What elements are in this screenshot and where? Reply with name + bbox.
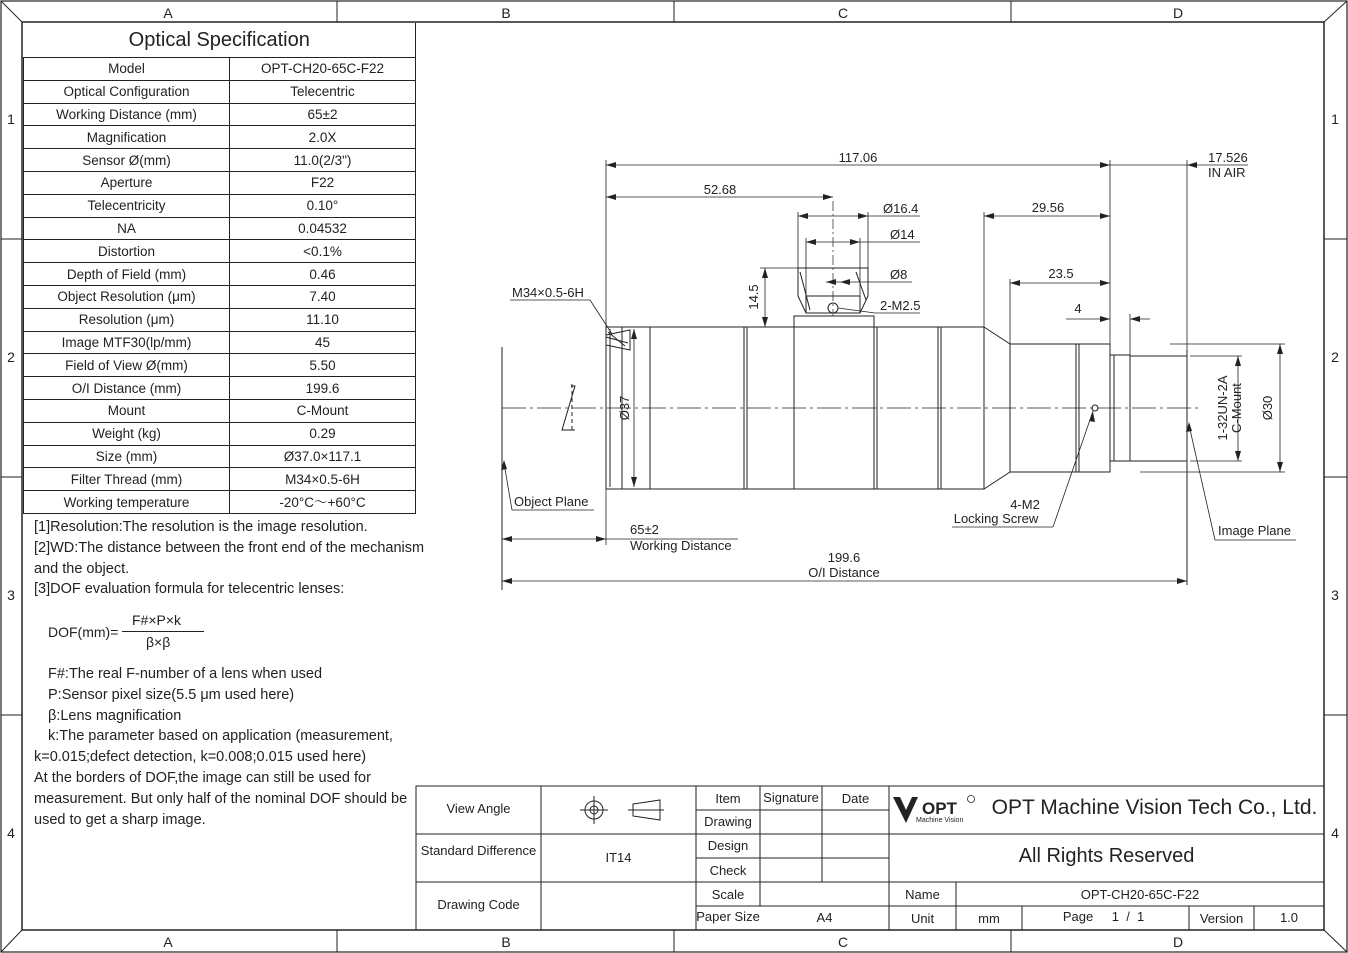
spec-row: [24, 240, 416, 263]
spec-label: Mount: [24, 399, 230, 422]
spec-row: [24, 445, 416, 468]
logo-subtext: Machine Vision: [916, 817, 964, 824]
company-name: OPT Machine Vision Tech Co., Ltd.: [991, 796, 1318, 819]
spec-label: Working Distance (mm): [24, 103, 230, 126]
locking-screw-label: Locking Screw: [953, 511, 1039, 526]
spec-row: [24, 354, 416, 377]
dim-filter-thread: M34×0.5-6H: [512, 285, 584, 300]
note-wd: [2]WD:The distance between the front end of the mechanism and the object.: [34, 539, 425, 577]
zone-col-a-bottom: A: [163, 934, 173, 950]
spec-label: Size (mm): [24, 445, 230, 468]
formula-definitions: [34, 664, 424, 830]
spec-value: Telecentric: [230, 80, 416, 103]
page-value: 1 / 1: [1111, 909, 1145, 924]
def-beta: β:Lens magnification: [48, 707, 182, 724]
dim-wd-value: 65±2: [630, 522, 659, 537]
dim-d14: Ø14: [890, 227, 915, 242]
spec-label: NA: [24, 217, 230, 240]
spec-label: Object Resolution (μm): [24, 285, 230, 308]
spec-label: Weight (kg): [24, 422, 230, 445]
spec-row: [24, 377, 416, 400]
spec-value: Ø37.0×117.1: [230, 445, 416, 468]
logo-text: OPT: [922, 799, 957, 818]
zone-row-1-left: 1: [7, 111, 15, 127]
spec-label: Filter Thread (mm): [24, 468, 230, 491]
zone-row-2-left: 2: [7, 349, 15, 365]
spec-label: Aperture: [24, 171, 230, 194]
dim-29-56: 29.56: [1031, 200, 1065, 215]
notes: [34, 517, 434, 600]
dim-4: 4: [1074, 301, 1082, 316]
version-label: Version: [1199, 911, 1244, 926]
spec-value: 5.50: [230, 354, 416, 377]
date-label: Date: [841, 791, 870, 806]
zone-col-b-top: B: [501, 5, 511, 21]
spec-label: Image MTF30(lp/mm): [24, 331, 230, 354]
zone-row-3-right: 3: [1331, 587, 1339, 603]
zone-row-2-right: 2: [1331, 349, 1339, 365]
dim-screw: 2-M2.5: [880, 298, 921, 313]
spec-value: <0.1%: [230, 240, 416, 263]
drawing-label: Drawing: [704, 814, 752, 829]
spec-row: [24, 399, 416, 422]
zone-col-c-top: C: [837, 5, 849, 21]
spec-title: Optical Specification: [24, 23, 416, 58]
drawing-code-label: Drawing Code: [437, 897, 520, 912]
zone-col-b-bottom: B: [501, 934, 511, 950]
spec-row: [24, 468, 416, 491]
spec-value: F22: [230, 171, 416, 194]
spec-row: [24, 263, 416, 286]
dim-overall-length: 117.06: [838, 150, 878, 165]
def-border: At the borders of DOF,the image can still be used for measurement. But only half of the nominal DOF should be used to get a sharp image.: [34, 769, 408, 828]
spec-label: Field of View Ø(mm): [24, 354, 230, 377]
image-plane-label: Image Plane: [1218, 523, 1291, 538]
object-plane-label: Object Plane: [514, 494, 589, 509]
name-label: Name: [905, 887, 940, 902]
standard-difference-label: Standard Difference: [420, 843, 537, 858]
def-pixel: P:Sensor pixel size(5.5 μm used here): [48, 686, 295, 703]
spec-value: 0.04532: [230, 217, 416, 240]
zone-row-4-left: 4: [7, 825, 15, 841]
spec-label: Sensor Ø(mm): [24, 149, 230, 172]
dim-d30: Ø30: [1260, 395, 1275, 421]
dim-oi-label: O/I Distance: [808, 565, 880, 580]
spec-row: [24, 103, 416, 126]
view-angle-label: View Angle: [446, 801, 511, 816]
item-label: Item: [715, 791, 741, 806]
locking-screw-count: 4-M2: [1010, 497, 1040, 512]
dim-oi-value: 199.6: [827, 550, 861, 565]
version-value: 1.0: [1279, 910, 1299, 925]
dim-d37: Ø37: [617, 395, 632, 421]
dim-23-5: 23.5: [1048, 266, 1074, 281]
dim-in-air-label: IN AIR: [1208, 165, 1246, 180]
spec-row: [24, 285, 416, 308]
spec-value: 65±2: [230, 103, 416, 126]
spec-value: 0.46: [230, 263, 416, 286]
zone-row-1-right: 1: [1331, 111, 1339, 127]
paper-size-value: A4: [816, 910, 833, 925]
dim-d16: Ø16.4: [883, 201, 919, 216]
dim-port-height: 14.5: [746, 284, 761, 310]
check-label: Check: [709, 863, 747, 878]
spec-row: [24, 308, 416, 331]
spec-value: 7.40: [230, 285, 416, 308]
formula-numerator: F#×P×k: [132, 612, 182, 628]
spec-row: [24, 331, 416, 354]
lens-drawing: [501, 160, 1296, 590]
formula-label: DOF(mm)=: [48, 624, 119, 640]
zone-row-3-left: 3: [7, 587, 15, 603]
formula-denominator: β×β: [146, 634, 171, 650]
spec-label: Telecentricity: [24, 194, 230, 217]
spec-label: Depth of Field (mm): [24, 263, 230, 286]
dim-wd-label: Working Distance: [630, 538, 732, 553]
spec-row: [24, 491, 416, 514]
def-fnumber: F#:The real F-number of a lens when used: [48, 666, 323, 682]
spec-value: 11.0(2/3"): [230, 149, 416, 172]
spec-label: Working temperature: [24, 491, 230, 514]
spec-value: -20°C～+60°C: [230, 491, 416, 514]
spec-value: OPT-CH20-65C-F22: [230, 58, 416, 81]
unit-value: mm: [978, 911, 1000, 926]
standard-difference-value: IT14: [605, 850, 632, 865]
spec-label: Magnification: [24, 126, 230, 149]
spec-value: 199.6: [230, 377, 416, 400]
signature-label: Signature: [763, 790, 819, 805]
spec-value: 0.29: [230, 422, 416, 445]
spec-value: M34×0.5-6H: [230, 468, 416, 491]
spec-value: C-Mount: [230, 399, 416, 422]
def-k: k:The parameter based on application (measurement, k=0.015;defect detection, k=0.008;0.015 used here): [34, 728, 393, 766]
zone-col-d-bottom: D: [1172, 934, 1184, 950]
zone-col-c-bottom: C: [837, 934, 849, 950]
spec-value: 45: [230, 331, 416, 354]
name-value: OPT-CH20-65C-F22: [1080, 887, 1200, 902]
spec-label: O/I Distance (mm): [24, 377, 230, 400]
spec-value: 11.10: [230, 308, 416, 331]
zone-row-4-right: 4: [1331, 825, 1339, 841]
spec-label: Model: [24, 58, 230, 81]
paper-size-label: Paper Size: [696, 909, 760, 924]
design-label: Design: [707, 838, 749, 853]
zone-col-d-top: D: [1172, 5, 1184, 21]
note-resolution: [1]Resolution:The resolution is the image resolution.: [34, 519, 368, 535]
spec-label: Distortion: [24, 240, 230, 263]
opt-logo-icon: [893, 796, 975, 825]
spec-row: [24, 217, 416, 240]
spec-label: Resolution (μm): [24, 308, 230, 331]
page-label: Page: [1062, 909, 1094, 924]
dim-in-air: 17.526: [1208, 150, 1248, 165]
spec-row: [24, 194, 416, 217]
dim-mount-name: C-Mount: [1229, 383, 1244, 433]
zone-col-a-top: A: [163, 5, 173, 21]
rights-text: All Rights Reserved: [1018, 845, 1195, 867]
spec-row: [24, 171, 416, 194]
spec-row: [24, 422, 416, 445]
note-dof: [3]DOF evaluation formula for telecentric lenses:: [34, 581, 345, 598]
formula-bar: [122, 631, 204, 632]
unit-label: Unit: [910, 911, 935, 926]
spec-row: [24, 149, 416, 172]
dim-to-port: 52.68: [703, 182, 737, 197]
optical-spec-table: [23, 23, 416, 514]
spec-row: [24, 58, 416, 81]
spec-value: 2.0X: [230, 126, 416, 149]
projection-symbol-icon: [580, 796, 664, 824]
spec-label: Optical Configuration: [24, 80, 230, 103]
spec-row: [24, 80, 416, 103]
spec-row: [24, 126, 416, 149]
scale-label: Scale: [711, 887, 745, 902]
spec-value: 0.10°: [230, 194, 416, 217]
dim-d8: Ø8: [890, 267, 908, 282]
dim-mount-thread: 1-32UN-2A: [1215, 375, 1230, 441]
